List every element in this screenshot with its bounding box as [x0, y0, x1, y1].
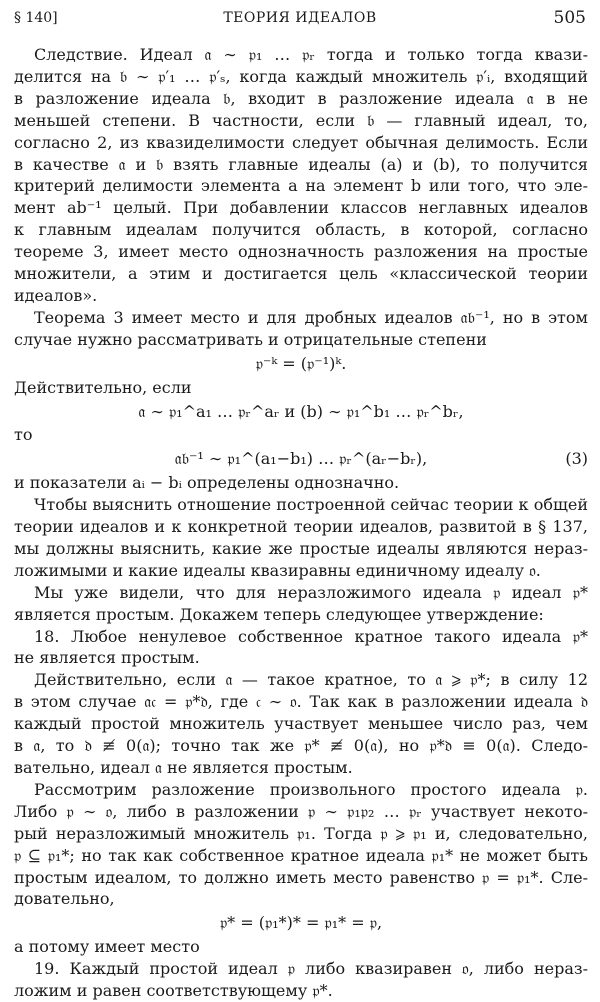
text-line — [14, 197, 588, 219]
text-line — [14, 424, 588, 446]
line-text: то — [14, 425, 33, 445]
text-line — [14, 560, 588, 582]
line-text: критерий делимости элемента a на элемент b или того, что эле- — [14, 176, 588, 196]
line-text: Следствие. Идеал 𝔞 ∼ 𝔭₁ … 𝔭ᵣ тогда и только тогда квази- — [34, 45, 588, 64]
text-line — [14, 241, 588, 263]
text-line — [14, 669, 588, 691]
running-header — [14, 10, 586, 32]
text-line — [14, 735, 588, 757]
line-text: 𝔭* = (𝔭₁*)* = 𝔭₁* = 𝔭, — [219, 913, 383, 933]
line-text: 𝔞𝔟⁻¹ ∼ 𝔭₁^(a₁−b₁) … 𝔭ᵣ^(aᵣ−bᵣ), — [174, 449, 428, 469]
line-text: каждый простой множитель участвует меньшее число раз, чем — [14, 714, 588, 734]
line-text: делится на 𝔟 ∼ 𝔭′₁ … 𝔭′ₛ, когда каждый множитель 𝔭′ᵢ, входящий — [14, 66, 588, 86]
line-text: 𝔭⁻ᵏ = (𝔭⁻¹)ᵏ. — [255, 353, 347, 373]
text-line — [14, 516, 588, 538]
text-line — [14, 888, 588, 910]
running-title: ТЕОРИЯ ИДЕАЛОВ — [223, 10, 377, 26]
text-line — [14, 44, 588, 66]
line-text: рый неразложимый множитель 𝔭₁. Тогда 𝔭 ⩾ 𝔭₁ и, следовательно, — [14, 823, 588, 843]
text-line — [14, 494, 588, 516]
line-text: случае нужно рассматривать и отрицательные степени — [14, 329, 487, 349]
text-line — [14, 713, 588, 735]
text-line — [14, 66, 588, 88]
text-line — [14, 958, 588, 980]
line-text: ложимыми и какие идеалы квазиравны единичному идеалу 𝔬. — [14, 560, 541, 580]
line-text: мы должны выяснить, какие же простые идеалы являются нераз- — [14, 538, 588, 558]
text-line — [14, 582, 588, 604]
text-line — [14, 691, 588, 713]
line-text: в этом случае 𝔞𝔠 = 𝔭*𝔡, где 𝔠 ∼ 𝔬. Так как в разложении идеала 𝔡 — [14, 692, 588, 712]
line-text: к главным идеалам получится область, в которой, согласно — [14, 220, 588, 240]
text-line — [14, 175, 588, 197]
line-text: а потому имеет место — [14, 937, 200, 957]
text-line — [14, 626, 588, 648]
line-text: Либо 𝔭 ∼ 𝔬, либо в разложении 𝔭 ∼ 𝔭₁𝔭₂ … 𝔭ᵣ участвует некото- — [14, 801, 588, 821]
text-line — [14, 936, 588, 958]
line-text: 19. Каждый простой идеал 𝔭 либо квазиравен 𝔬, либо нераз- — [34, 959, 588, 979]
line-text: Действительно, если 𝔞 — такое кратное, то 𝔞 ⩾ 𝔭*; в силу 12 — [34, 670, 588, 690]
line-text: 𝔞 ∼ 𝔭₁^a₁ … 𝔭ᵣ^aᵣ и (b) ∼ 𝔭₁^b₁ … 𝔭ᵣ^bᵣ, — [138, 401, 464, 421]
formula-line — [14, 448, 588, 470]
line-text: 𝔭 ⊆ 𝔭₁*; но так как собственное кратное идеала 𝔭₁* не может быть — [14, 845, 588, 865]
formula-line — [14, 353, 588, 375]
page-number: 505 — [553, 8, 586, 28]
page-body — [14, 44, 588, 1002]
text-line — [14, 647, 588, 669]
text-line — [14, 263, 588, 285]
section-ref: § 140] — [14, 10, 58, 26]
line-text: ложим и равен соответствующему 𝔭*. — [14, 981, 333, 1001]
line-text: вательно, идеал 𝔞 не является простым. — [14, 758, 353, 777]
line-text: Действительно, если — [14, 377, 192, 397]
text-line — [14, 307, 588, 329]
text-line — [14, 472, 588, 494]
line-text: в качестве 𝔞 и 𝔟 взять главные идеалы (a) и (b), то получится — [14, 154, 588, 174]
formula-line — [14, 401, 588, 423]
line-text: и показатели aᵢ − bᵢ определены однозначно. — [14, 473, 400, 493]
text-line — [14, 845, 588, 867]
text-line — [14, 867, 588, 889]
line-text: теореме 3, имеет место однозначность разложения на простые — [14, 242, 588, 262]
text-line — [14, 88, 588, 110]
text-line — [14, 219, 588, 241]
text-line — [14, 329, 588, 351]
text-line — [14, 285, 588, 307]
line-text: множители, а этим и достигается цель «классической теории — [14, 264, 588, 284]
line-text: Теорема 3 имеет место и для дробных идеалов 𝔞𝔟⁻¹, но в этом — [34, 307, 588, 327]
line-text: Мы уже видели, что для неразложимого идеала 𝔭 идеал 𝔭* — [34, 582, 588, 602]
line-text: простым идеалом, то должно иметь место равенство 𝔭 = 𝔭₁*. Сле- — [14, 867, 588, 887]
line-text: довательно, — [14, 889, 115, 909]
line-text: теории идеалов и к конкретной теории идеалов, развитой в § 137, — [14, 517, 588, 537]
text-line — [14, 779, 588, 801]
line-text: Рассмотрим разложение произвольного простого идеала 𝔭. — [34, 779, 588, 799]
line-text: является простым. Докажем теперь следующее утверждение: — [14, 604, 544, 624]
line-text: согласно 2, из квазиделимости следует обычная делимость. Если — [14, 132, 588, 152]
line-text: идеалов». — [14, 285, 98, 305]
line-text: 18. Любое ненулевое собственное кратное такого идеала 𝔭* — [34, 626, 588, 646]
text-line — [14, 757, 588, 779]
line-text: Чтобы выяснить отношение построенной сейчас теории к общей — [34, 495, 588, 515]
text-line — [14, 604, 588, 626]
text-line — [14, 132, 588, 154]
line-text: меньшей степени. В частности, если 𝔟 — главный идеал, то, — [14, 110, 588, 130]
text-line — [14, 980, 588, 1002]
text-line — [14, 154, 588, 176]
text-line — [14, 377, 588, 399]
text-line — [14, 823, 588, 845]
text-line — [14, 538, 588, 560]
formula-line — [14, 912, 588, 934]
line-text: в 𝔞, то 𝔡 ≢ 0(𝔞); точно так же 𝔭* ≢ 0(𝔞), но 𝔭*𝔡 ≡ 0(𝔞). Следо- — [14, 736, 588, 756]
equation-number: (3) — [565, 449, 588, 469]
line-text: не является простым. — [14, 648, 200, 668]
line-text: мент ab⁻¹ целый. При добавлении классов неглавных идеалов — [14, 198, 588, 218]
line-text: в разложение идеала 𝔟, входит в разложение идеала 𝔞 в не — [14, 88, 588, 108]
text-line — [14, 110, 588, 132]
text-line — [14, 801, 588, 823]
